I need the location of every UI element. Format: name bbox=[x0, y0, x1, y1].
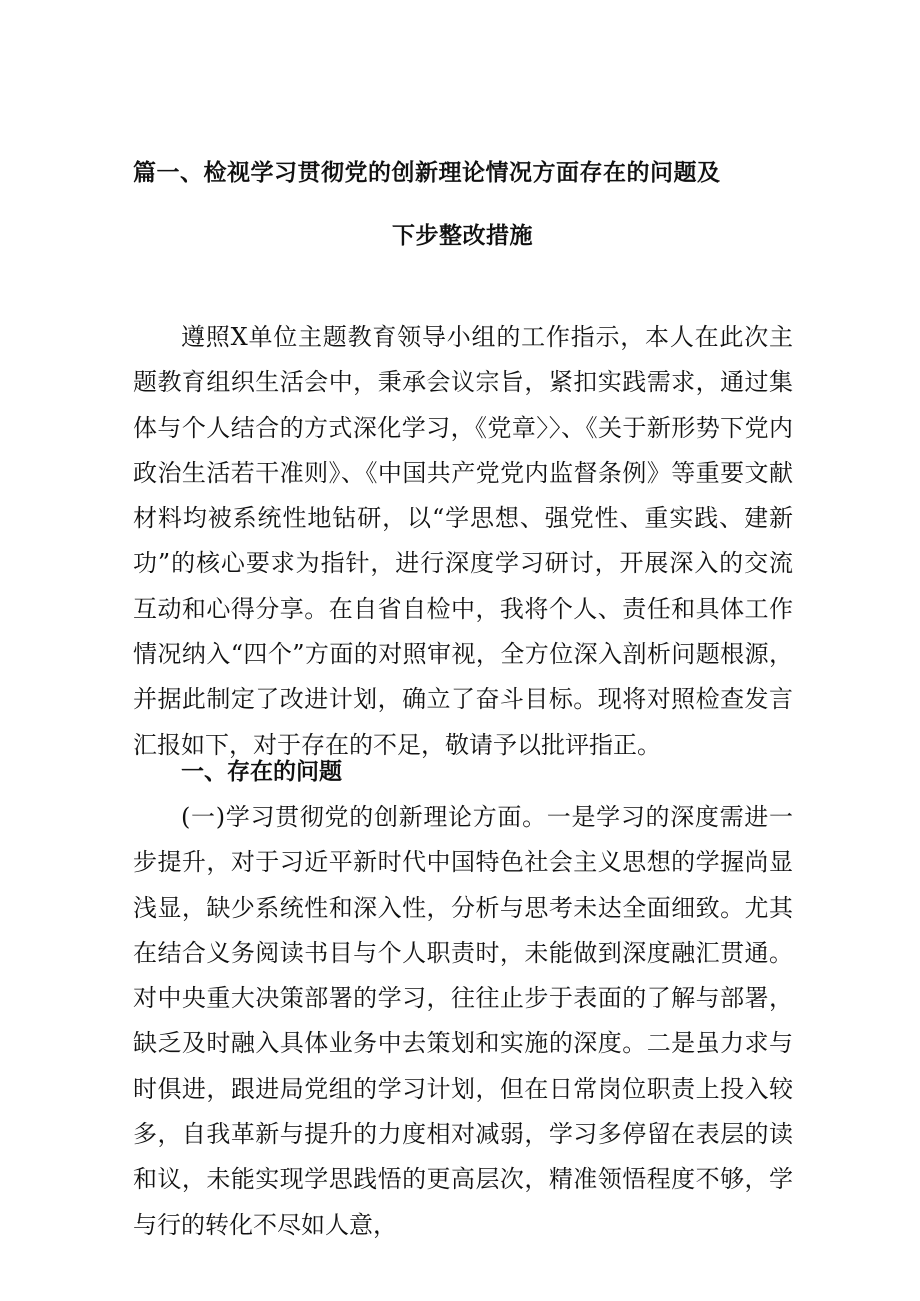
document-title-line-2: 下步整改措施 bbox=[392, 223, 533, 249]
section-heading-problems: 一、存在的问题 bbox=[181, 759, 342, 785]
intro-paragraph: 遵照X单位主题教育领导小组的工作指示，本人在此次主题教育组织生活会中，秉承会议宗旨，紧扣实践需求，通过集体与个人结合的方式深化学习，《党章〉〉、《关于新形势下党内政治生活若干准则》、《中国共产党党内监督条例》等重要文献材料均被系统性地钻研，以“学思想、强党性、重实践、建新功”的核心要求为指针，进行深度学习研讨，开展深入的交流互动和心得分享。在自省自检中，我将个人、责任和具体工作情况纳入“四个”方面的对照审视，全方位深入剖析问题根源，并据此制定了改进计划，确立了奋斗目标。现将对照检查发言汇报如下，对于存在的不足，敬请予以批评指正。 bbox=[133, 323, 793, 759]
problems-paragraph: (一)学习贯彻党的创新理论方面。一是学习的深度需进一步提升，对于习近平新时代中国特色社会主义思想的学握尚显浅显，缺少系统性和深入性，分析与思考未达全面细致。尤其在结合义务阅读书目与个人职责时，未能做到深度融汇贯通。对中央重大决策部署的学习，往往止步于表面的了解与部署，缺乏及时融入具体业务中去策划和实施的深度。二是虽力求与时俱进，跟进局党组的学习计划，但在日常岗位职责上投入较多，自我革新与提升的力度相对减弱，学习多停留在表层的读和议，未能实现学思践悟的更高层次，精准领悟程度不够，学与行的转化不尽如人意， bbox=[133, 803, 793, 1239]
document-title-line-1: 篇一、检视学习贯彻党的创新理论情况方面存在的问题及 bbox=[133, 160, 721, 186]
